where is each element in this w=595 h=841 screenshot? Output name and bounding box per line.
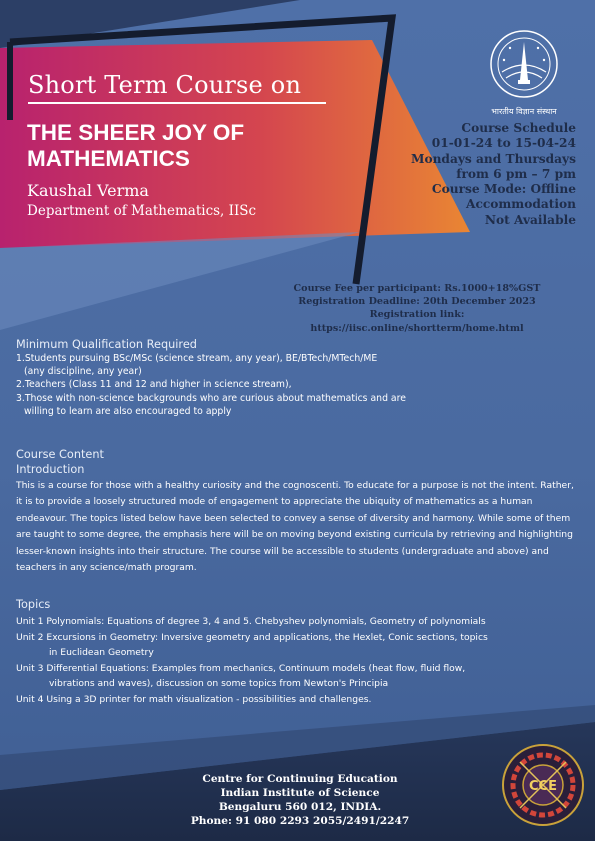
qualification-item-cont: willing to learn are also encouraged to apply	[24, 405, 232, 417]
schedule-line: Course Schedule	[461, 121, 576, 135]
footer-address	[150, 772, 450, 828]
fee-line: Registration Deadline: 20th December 2023	[298, 296, 536, 308]
qualification-item-cont: (any discipline, any year)	[24, 366, 142, 378]
instructor-name: Kaushal Verma	[27, 181, 149, 200]
topic-item-cont: vibrations and waves), discussion on some topics from Newton's Principia	[49, 678, 389, 690]
topic-item-cont: in Euclidean Geometry	[49, 647, 154, 659]
topic-item: Unit 2 Excursions in Geometry: Inversive geometry and applications, the Hexlet, Conic sections, topics	[16, 631, 488, 643]
topics-list	[16, 614, 581, 708]
topic-item: Unit 3 Differential Equations: Examples from mechanics, Continuum models (heat flow, fluid flow,	[16, 662, 466, 674]
department-name: Department of Mathematics, IISc	[27, 203, 257, 219]
fee-line: Registration link:	[369, 309, 465, 321]
cce-seal-label: CCE	[529, 779, 557, 794]
schedule-line: from 6 pm – 7 pm	[456, 166, 576, 181]
course-content-heading: Course Content	[16, 448, 104, 461]
footer-line: Centre for Continuing Education	[202, 773, 398, 785]
course-schedule	[376, 121, 576, 228]
qualification-item: 2.Teachers (Class 11 and 12 and higher in science stream),	[16, 379, 292, 391]
schedule-line: 01-01-24 to 15-04-24	[431, 136, 576, 151]
topic-item: Unit 4 Using a 3D printer for math visualization - possibilities and challenges.	[16, 693, 372, 705]
logo-caption: भारतीय विज्ञान संस्थान	[491, 107, 557, 116]
footer-line: Phone: 91 080 2293 2055/2491/2247	[190, 815, 410, 827]
course-fee-info	[267, 282, 567, 335]
footer-line: Indian Institute of Science	[220, 787, 380, 799]
schedule-line: Accommodation	[465, 197, 576, 212]
schedule-line: Not Available	[484, 212, 576, 227]
cce-seal-icon	[500, 742, 586, 828]
qualification-item: 3.Those with non-science backgrounds who are curious about mathematics and are	[16, 392, 406, 404]
topics-heading: Topics	[16, 598, 51, 611]
schedule-line: Mondays and Thursdays	[410, 151, 576, 166]
qualification-list	[16, 352, 576, 418]
course-title: Short Term Course on	[28, 71, 302, 99]
main-title-line1: THE SHEER JOY OF	[27, 120, 245, 145]
main-title-line2: MATHEMATICS	[27, 146, 190, 171]
fee-line: https://iisc.online/shortterm/home.html	[310, 322, 524, 334]
topic-item: Unit 1 Polynomials: Equations of degree 3, 4 and 5. Chebyshev polynomials, Geometry of polynomials	[16, 616, 486, 627]
title-underline	[28, 102, 326, 104]
schedule-line: Course Mode: Offline	[431, 182, 576, 197]
introduction-heading: Introduction	[16, 463, 85, 476]
introduction-text: This is a course for those with a healthy curiosity and the cognoscenti. To educate for a purpose is not the intent. Rather, it is to provide a loosely structured mode of engagement to appreciate the ubiquity of mathematics as a human endeavour. The topics listed below have been selected to convey a sense of diversity and harmony. While some of them are taught to some degree, the emphasis here will be on moving beyond existing curricula by retrieving and highlighting lesser-known insights into their structure. The course will be accessible to students (undergraduate and above) and teachers in any science/math program.	[16, 480, 574, 574]
qualification-heading: Minimum Qualification Required	[16, 338, 197, 351]
fee-line: Course Fee per participant: Rs.1000+18%GST	[293, 283, 541, 294]
iisc-emblem-icon	[488, 28, 560, 100]
footer-line: Bengaluru 560 012, INDIA.	[218, 801, 382, 813]
main-title	[27, 120, 357, 172]
qualification-item: 1.Students pursuing BSc/MSc (science stream, any year), BE/BTech/MTech/ME	[16, 353, 378, 364]
